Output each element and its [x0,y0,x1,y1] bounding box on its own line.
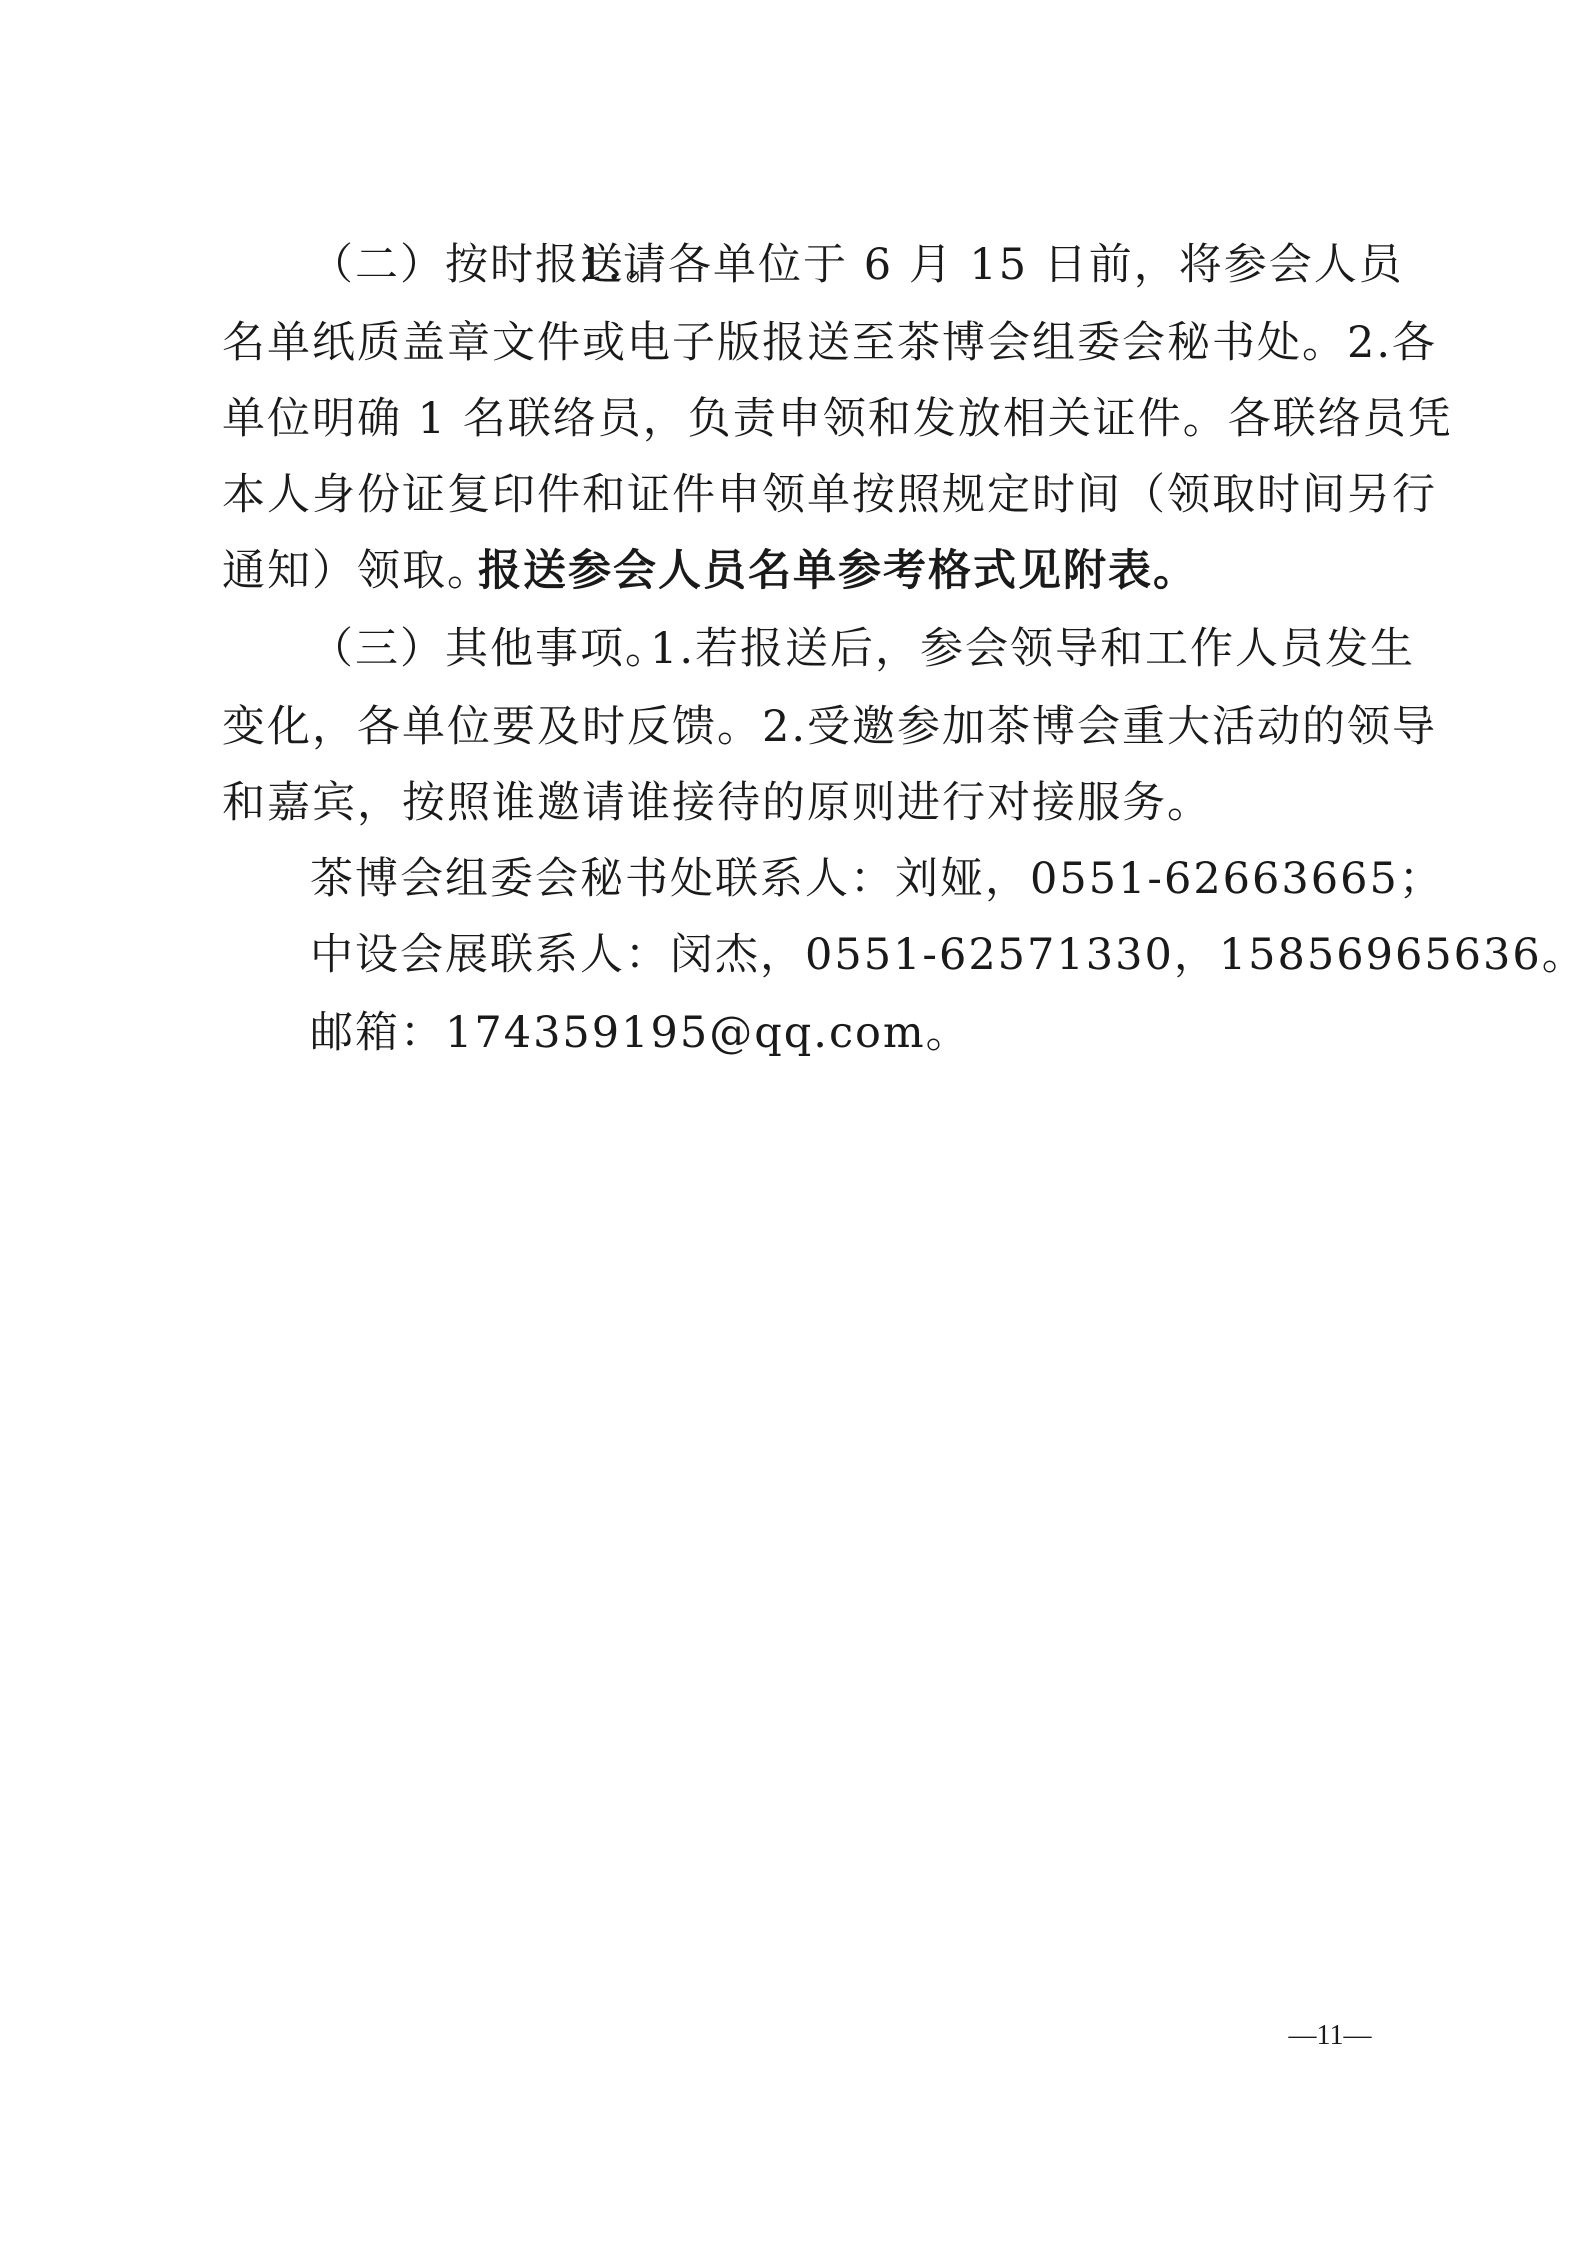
contact-exhibition-text: 中设会展联系人：闵杰，0551-62571330，15856965636。 [310,930,1587,980]
page-number: —11— [1288,2020,1372,2051]
paragraph-3-text-2: 变化，各单位要及时反馈。2.受邀参加茶博会重大活动的领导 [222,702,1438,752]
paragraph-2-text-1: 1.请各单位于 6 月 15 日前，将参会人员 [578,240,1404,290]
section-heading-3: （三）其他事项。 [310,624,670,674]
attachment-reference: 报送参会人员名单参考格式见附表。 [478,546,1198,596]
contact-secretariat-text: 茶博会组委会秘书处联系人：刘娅，0551-62663665； [310,854,1444,904]
paragraph-2-line-1 [0,226,1587,304]
paragraph-3-line-3 [0,764,1587,842]
paragraph-3-line-1 [0,610,1587,688]
section-heading-2: （二）按时报送。 [310,240,670,290]
paragraph-2-text-3: 单位明确 1 名联络员，负责申领和发放相关证件。各联络员凭 [222,394,1453,444]
paragraph-2-line-2 [0,304,1587,382]
paragraph-2-text-2: 名单纸质盖章文件或电子版报送至茶博会组委会秘书处。2.各 [222,318,1438,368]
contact-email [0,994,1587,1072]
paragraph-3-line-2 [0,688,1587,766]
contact-secretariat [0,840,1587,918]
contact-email-text: 邮箱：174359195@qq.com。 [310,1008,971,1058]
paragraph-2-line-3 [0,380,1587,458]
paragraph-3-text-1: 1.若报送后，参会领导和工作人员发生 [650,624,1416,674]
paragraph-2-line-4 [0,456,1587,534]
paragraph-2-text-4: 本人身份证复印件和证件申领单按照规定时间（领取时间另行 [222,470,1437,520]
paragraph-2-line-5 [0,532,1587,610]
paragraph-3-text-3: 和嘉宾，按照谁邀请谁接待的原则进行对接服务。 [222,778,1212,828]
paragraph-2-text-5: 通知）领取。 [222,546,492,596]
contact-exhibition [0,916,1587,994]
